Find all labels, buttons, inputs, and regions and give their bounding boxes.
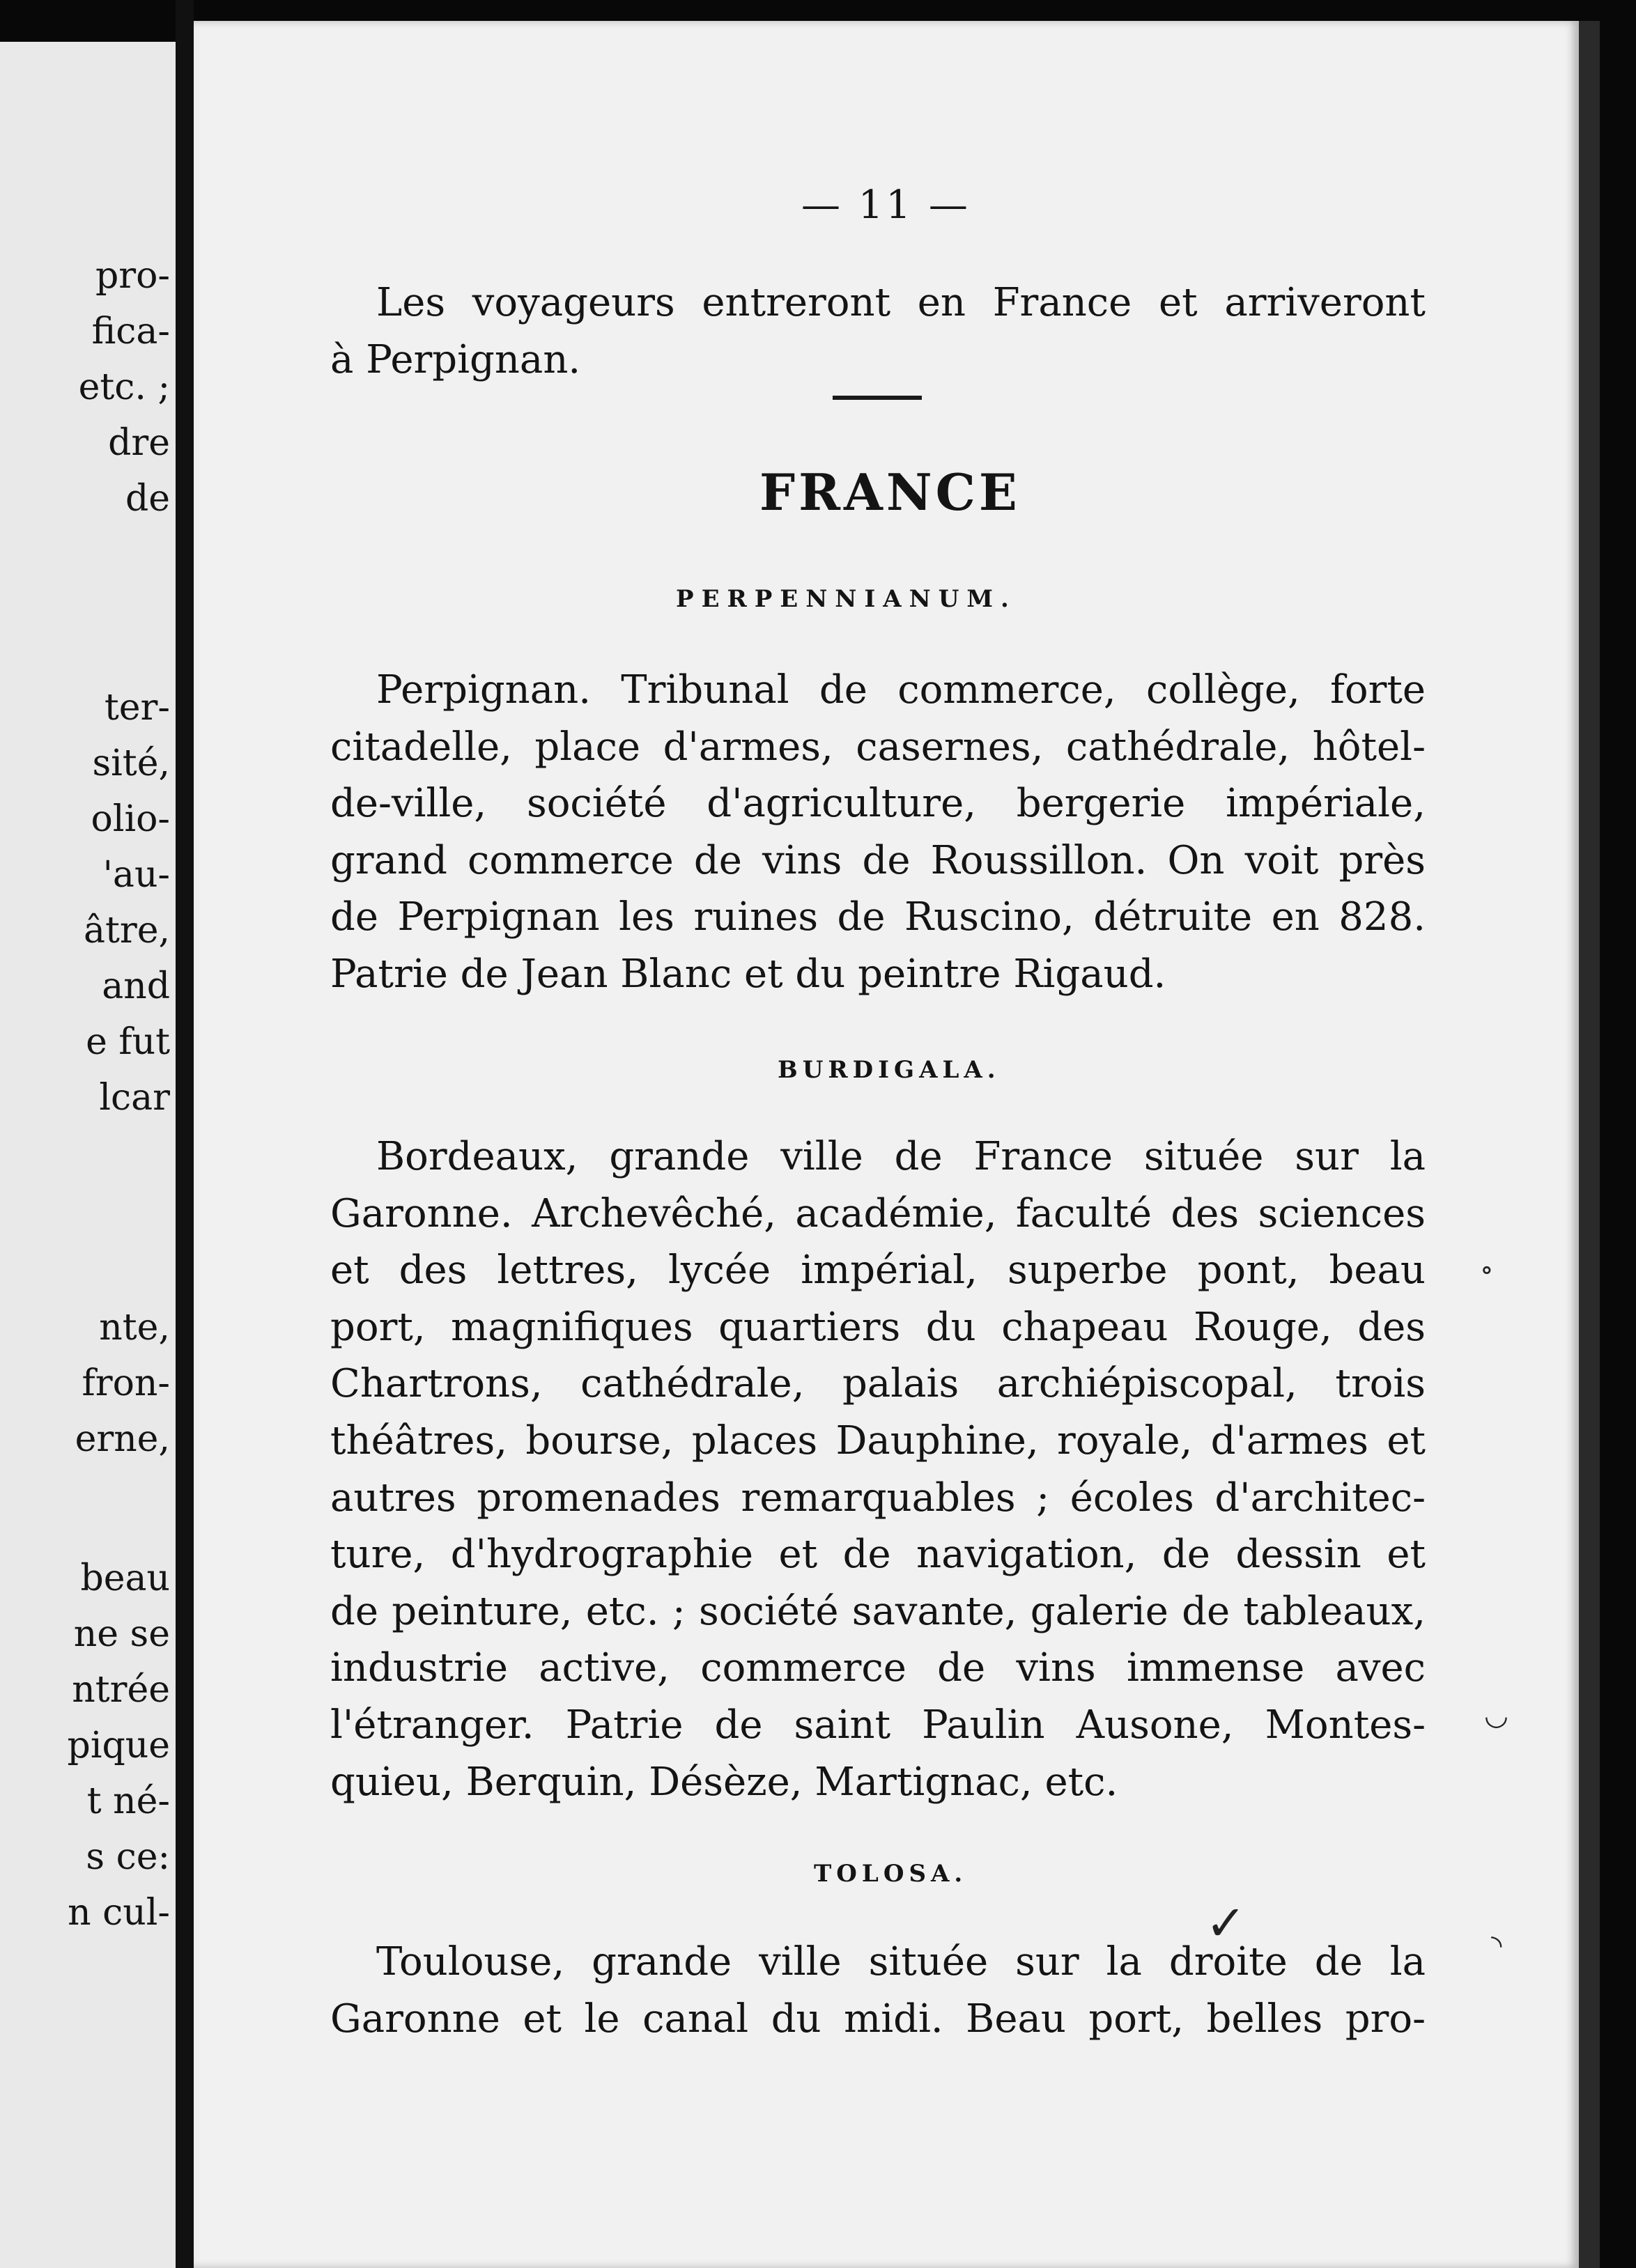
left-page-text-fragment: n cul-	[68, 1892, 170, 1934]
text-line: Bordeaux, grande ville de France située sur la	[376, 1134, 1426, 1179]
left-page-text-fragment: s ce:	[86, 1836, 170, 1878]
text-line: de Perpignan les ruines de Ruscino, détruite en 828.	[330, 894, 1426, 940]
text-line: autres promenades remarquables ; écoles d'architec-	[330, 1475, 1426, 1521]
left-page-text-fragment: pique	[67, 1725, 170, 1766]
margin-mark-icon: ∘	[1480, 1254, 1494, 1286]
text-line: Chartrons, cathédrale, palais archiépiscopal, trois	[330, 1361, 1426, 1407]
left-page-text-fragment: nte,	[99, 1307, 170, 1349]
left-page-text-fragment: fica-	[91, 311, 170, 352]
left-page-text-fragment: ntrée	[72, 1669, 170, 1711]
left-page-text-fragment: lcar	[99, 1077, 170, 1119]
text-line: de-ville, société d'agriculture, bergerie impériale,	[330, 781, 1426, 827]
left-page-text-fragment: erne,	[75, 1418, 170, 1460]
left-page-text-fragment: pro-	[95, 255, 170, 297]
text-line: l'étranger. Patrie de saint Paulin Ausone, Montes-	[330, 1702, 1426, 1748]
left-page-text-fragment: 'au-	[102, 854, 170, 896]
left-page-text-fragment: t né-	[86, 1780, 170, 1822]
text-line: Perpignan. Tribunal de commerce, collège, forte	[376, 667, 1426, 713]
left-page-text-fragment: olio-	[91, 798, 170, 840]
intro-paragraph	[330, 274, 1426, 388]
check-mark-icon: ✓	[1205, 1895, 1247, 1952]
latin-name-perpennianum: PERPENNIANUM.	[676, 585, 1017, 613]
text-line: Patrie de Jean Blanc et du peintre Rigaud.	[330, 951, 1166, 997]
text-line: théâtres, bourse, places Dauphine, royale, d'armes et	[330, 1418, 1426, 1463]
left-page-text-fragment: ne se	[73, 1613, 170, 1655]
text-line: Toulouse, grande ville située sur la droite de la	[376, 1939, 1426, 1984]
latin-name-tolosa: TOLOSA.	[814, 1860, 968, 1888]
margin-mark-icon: ◡	[1484, 1700, 1508, 1732]
left-page-text-fragment: e fut	[86, 1021, 170, 1063]
left-page-text-fragment: sité,	[92, 743, 170, 784]
text-line: à Perpignan.	[330, 336, 581, 382]
text-line: industrie active, commerce de vins immense avec	[330, 1645, 1426, 1691]
text-line: de peinture, etc. ; société savante, galerie de tableaux,	[330, 1588, 1426, 1634]
left-page-text-fragment: de	[125, 478, 170, 520]
text-line: Garonne. Archevêché, académie, faculté des sciences	[330, 1190, 1426, 1236]
book-gutter	[176, 0, 194, 2268]
left-page-text-fragment: beau	[80, 1558, 170, 1599]
left-page-fragment	[0, 42, 176, 2268]
text-line: et des lettres, lycée impérial, superbe pont, beau	[330, 1248, 1426, 1294]
page-edge	[1579, 21, 1600, 2268]
text-line: citadelle, place d'armes, casernes, cathédrale, hôtel-	[330, 724, 1426, 770]
text-line: port, magnifiques quartiers du chapeau Rouge, des	[330, 1304, 1426, 1350]
left-page-text-fragment: dre	[108, 422, 170, 464]
left-page-text-fragment: âtre,	[83, 910, 170, 952]
page-number: — 11 —	[801, 182, 971, 228]
latin-name-burdigala: BURDIGALA.	[778, 1056, 1001, 1084]
text-line: ture, d'hydrographie et de navigation, de dessin et	[330, 1532, 1426, 1578]
margin-mark-icon: ◝	[1491, 1929, 1502, 1962]
left-page-text-fragment: and	[102, 965, 170, 1007]
text-line: grand commerce de vins de Roussillon. On voit près	[330, 837, 1426, 883]
text-line: Les voyageurs entreront en France et arriveront	[376, 280, 1426, 325]
section-rule	[833, 396, 922, 400]
left-page-text-fragment: fron-	[82, 1362, 170, 1404]
text-line: quieu, Berquin, Désèze, Martignac, etc.	[330, 1759, 1118, 1805]
text-line: Garonne et le canal du midi. Beau port, belles pro-	[330, 1996, 1426, 2042]
left-page-text-fragment: etc. ;	[78, 366, 170, 408]
bordeaux-paragraph	[330, 1128, 1426, 1810]
perpignan-paragraph	[330, 662, 1426, 1003]
toulouse-paragraph	[330, 1934, 1426, 2047]
left-page-text-fragment: ter-	[104, 687, 170, 729]
country-heading: FRANCE	[759, 463, 1021, 522]
